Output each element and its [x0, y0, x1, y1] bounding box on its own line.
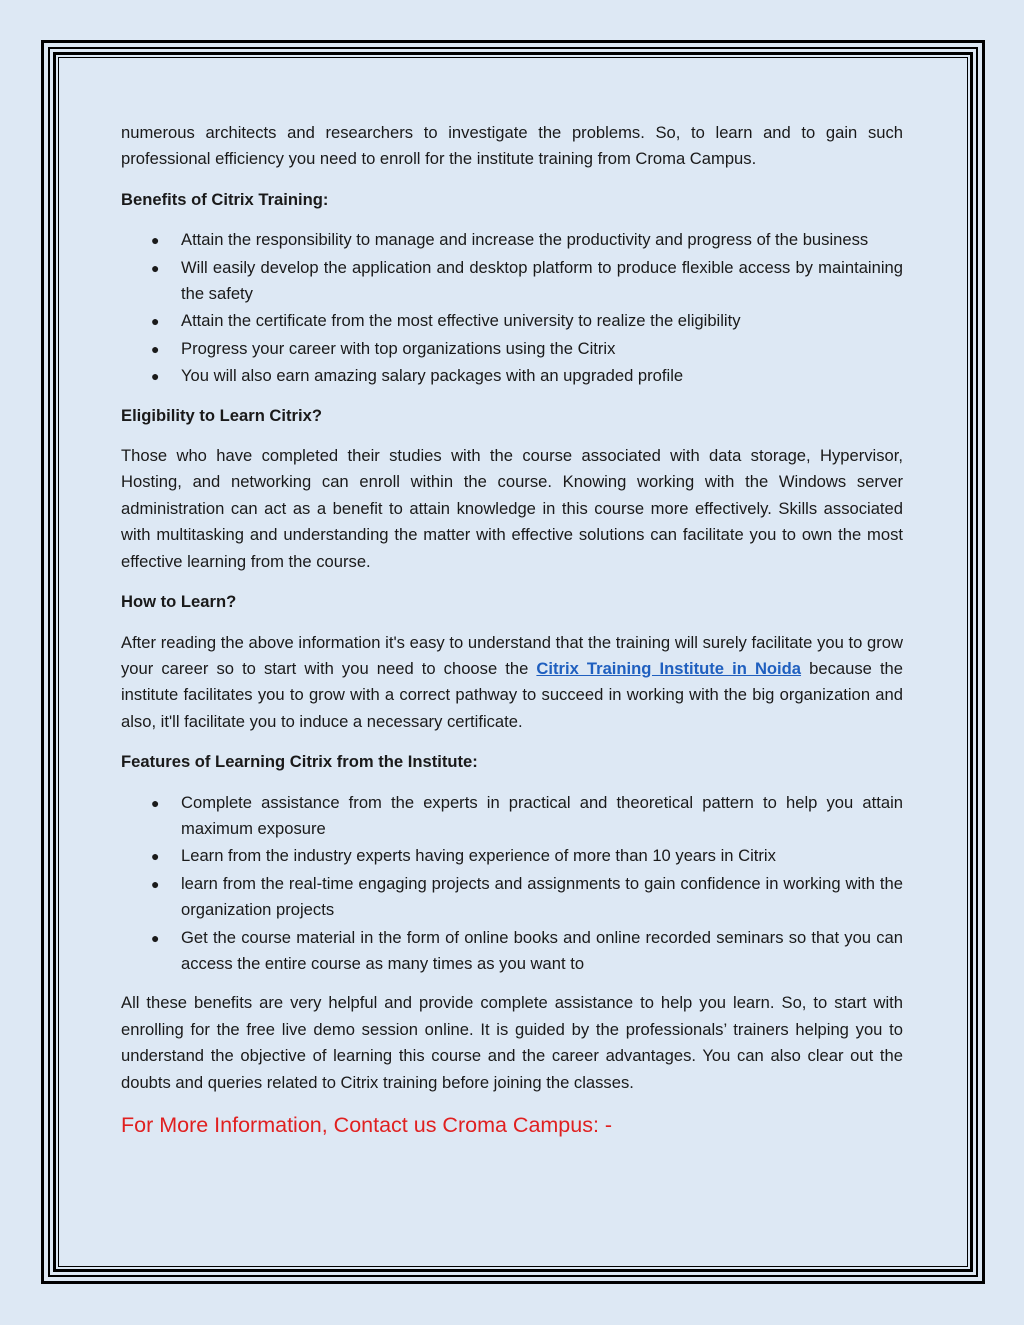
bullet-icon: ●	[151, 340, 160, 357]
bullet-icon: ●	[151, 929, 160, 946]
benefits-heading: Benefits of Citrix Training:	[121, 189, 329, 209]
bullet-icon: ●	[151, 232, 160, 249]
eligibility-heading: Eligibility to Learn Citrix?	[121, 405, 322, 425]
bullet-icon: ●	[151, 259, 160, 276]
features-heading: Features of Learning Citrix from the Institute:	[121, 752, 478, 772]
list-item: ● Progress your career with top organizations using the Citrix	[121, 336, 903, 362]
bullet-icon: ●	[151, 848, 160, 865]
bullet-icon: ●	[151, 313, 160, 330]
institute-link[interactable]: Citrix Training Institute in Noida	[536, 658, 802, 678]
list-item: ● Get the course material in the form of online books and online recorded seminars so that you can access the entire course as many times as you want to	[121, 925, 903, 978]
list-item: ● Attain the responsibility to manage and increase the productivity and progress of the business	[121, 227, 903, 253]
how-to-learn-heading: How to Learn?	[121, 592, 237, 612]
list-item: ● Learn from the industry experts having experience of more than 10 years in Citrix	[121, 843, 903, 869]
document-body	[121, 120, 903, 1140]
closing-paragraph: All these benefits are very helpful and provide complete assistance to help you learn. So, to start with enrolling for the free live demo session online. It is guided by the professionals’ trainers helping you to understand the objective of learning this course and the career advantages. You can also clear out the doubts and queries related to Citrix training before joining the classes.	[121, 993, 903, 1092]
bullet-icon: ●	[151, 875, 160, 892]
list-item: ● Complete assistance from the experts in practical and theoretical pattern to help you attain maximum exposure	[121, 790, 903, 843]
intro-paragraph: numerous architects and researchers to investigate the problems. So, to learn and to gain such professional efficiency you need to enroll for the institute training from Croma Campus.	[121, 123, 903, 169]
bullet-icon: ●	[151, 368, 160, 385]
list-item: ● Attain the certificate from the most effective university to realize the eligibility	[121, 308, 903, 334]
list-item: ● learn from the real-time engaging projects and assignments to gain confidence in working with the organization projects	[121, 871, 903, 924]
how-to-learn-paragraph: After reading the above information it's easy to understand that the training will surely facilitate you to grow your career so to start with you need to choose the Citrix Training Institute in Noida because the institute facilitates you to grow with a correct pathway to succeed in working with the big organization and also, it'll facilitate you to induce a necessary certificate.	[121, 632, 904, 731]
eligibility-paragraph: Those who have completed their studies with the course associated with data storage, Hypervisor, Hosting, and networking can enroll within the course. Knowing working with the Windows server administration can act as a benefit to attain knowledge in this course more effectively. Skills associated with multitasking and understanding the matter with effective solutions can facilitate you to own the most effective learning from the course.	[121, 446, 903, 571]
contact-heading: For More Information, Contact us Croma Campus: -	[121, 1113, 613, 1137]
benefits-list	[121, 227, 903, 389]
features-list	[121, 790, 903, 978]
list-item: ● You will also earn amazing salary packages with an upgraded profile	[121, 363, 903, 389]
bullet-icon: ●	[151, 794, 160, 811]
list-item: ● Will easily develop the application and desktop platform to produce flexible access by maintaining the safety	[121, 255, 903, 308]
